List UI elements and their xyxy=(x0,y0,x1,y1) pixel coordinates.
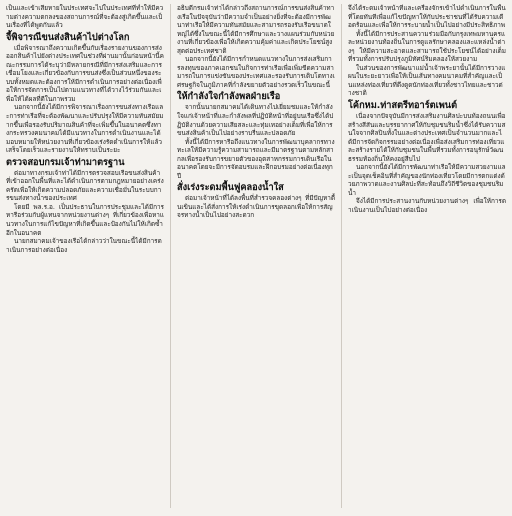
body-paragraph: อธิบดีกรมเจ้าท่าได้กล่าวถึงสถานการณ์การขนส่งสินค้าทางเรือในปัจจุบันว่ามีความจำเป็นอย่างยิ่งที่จะต้องมีการพัฒนาท่าเรือให้มีความทันสมัยและสามารถรองรับเรือขนาดใหญ่ได้ซึ่งในขณะนี้ได้มีการศึกษาและวางแผนร่วมกับหน่วยงานที่เกี่ยวข้องเพื่อให้เกิดความคุ้มค่าและเกิดประโยชน์สูงสุดต่อประเทศชาติ xyxy=(177,4,335,55)
section-heading: ให้กำลังใจกำลังพลฝ่ายเรือ xyxy=(177,91,281,103)
body-paragraph: โดยมี พล.ร.อ. เป็นประธานในการประชุมและได้มีการหารือร่วมกับผู้แทนจากหน่วยงานต่างๆ ที่เกี่ยวข้องเพื่อหาแนวทางในการแก้ไขปัญหาที่เกิดขึ้นและป้องกันไม่ให้เกิดซ้ำอีกในอนาคต xyxy=(6,202,164,237)
body-paragraph: เนื่องจากปัจจุบันมีการส่งเสริมงานศิลปะบนท้องถนนเพื่อสร้างสีสันและบรรยากาศให้กับชุมชนริมน้ำซึ่งได้รับความสนใจจากศิลปินทั้งในและต่างประเทศเป็นจำนวนมากและได้มีการจัดกิจกรรมอย่างต่อเนื่องเพื่อส่งเสริมการท่องเที่ยวและสร้างรายได้ให้กับชุมชนในพื้นที่รวมทั้งการอนุรักษ์วัฒนธรรมท้องถิ่นให้คงอยู่สืบไป xyxy=(348,112,506,163)
section-heading: จี้พิจารณีขนส่งสินค้าไปต่างโลก xyxy=(6,31,130,43)
section-heading: ตรวจสอบกรมเจ้าท่ามาตรฐาน xyxy=(6,156,125,168)
body-paragraph: ในส่วนของการพัฒนาแม่น้ำเจ้าพระยานั้นได้มีการวางแผนในระยะยาวเพื่อให้เป็นเส้นทางคมนาคมที่สำคัญและเป็นแหล่งท่องเที่ยวที่ดึงดูดนักท่องเที่ยวทั้งชาวไทยและชาวต่างชาติ xyxy=(348,63,506,98)
body-paragraph: ทั้งนี้ได้มีการหารือถึงแนวทางในการพัฒนาบุคลากรทางทะเลให้มีความรู้ความสามารถและมีมาตรฐานตามหลักสากลเพื่อรองรับการขยายตัวของอุตสาหกรรมการเดินเรือในอนาคตโดยจะมีการจัดอบรมและฝึกอบรมอย่างต่อเนื่องทุกปี xyxy=(177,137,335,180)
column-1 xyxy=(6,4,164,508)
body-paragraph: เป็นและเข้าเสียหายในประเทศจะไปในประเทศที่ทำให้มีความต่างความตกลงของสถานการณ์ที่จะต้องสู่เกิดขึ้นและเป็นเรื่องที่ได้พูดกันแล้ว xyxy=(6,4,164,30)
body-paragraph: ต่อมาทางกรมเจ้าท่าได้มีการตรวจสอบเรือขนส่งสินค้าที่เข้าออกในพื้นที่และได้ดำเนินการตามกฎหมายอย่างเคร่งครัดเพื่อให้เกิดความปลอดภัยและความเชื่อมั่นในระบบการขนส่งทางน้ำของประเทศ xyxy=(6,168,164,203)
section-heading: สั่งเร่งระดมพื้นฟูคลองน้ำใส xyxy=(177,182,284,194)
body-paragraph: จากนั้นนายกสมาคมได้เดินทางไปเยี่ยมชมและให้กำลังใจแก่เจ้าหน้าที่และกำลังพลที่ปฏิบัติหน้าที่อยู่บนเรือซึ่งได้ปฏิบัติงานด้วยความเสียสละและทุ่มเทอย่างเต็มที่เพื่อให้การขนส่งสินค้าเป็นไปอย่างราบรื่นและปลอดภัย xyxy=(177,103,334,138)
section-heading: โค้กหม.ท่าสตรีทอาร์ตเพนต์ xyxy=(348,100,458,112)
body-paragraph: จึงได้มีการประสานงานกับหน่วยงานต่างๆ เพื่อให้การดำเนินงานเป็นไปอย่างต่อเนื่อง xyxy=(348,197,506,215)
column-3 xyxy=(348,4,506,508)
newspaper-page xyxy=(6,4,506,508)
body-paragraph: นายกสมาคมเจ้าของเรือได้กล่าวว่าในขณะนี้ได้มีการดำเนินการอย่างต่อเนื่อง xyxy=(6,237,162,254)
column-2 xyxy=(177,4,335,508)
body-paragraph: นอกจากนี้ยังได้มีการพัฒนาท่าเรือให้มีความสวยงามและเป็นจุดเช็คอินที่สำคัญของนักท่องเที่ยวโดยมีการตกแต่งด้วยภาพวาดและงานศิลปะที่สะท้อนถึงวิถีชีวิตของชุมชนริมน้ำ xyxy=(348,163,506,197)
column-divider xyxy=(170,4,171,508)
body-paragraph: ต่อมาเจ้าหน้าที่ได้ลงพื้นที่สำรวจคลองต่างๆ ที่มีปัญหาตื้นเขินและได้สั่งการให้เร่งดำเนินการขุดลอกเพื่อให้การสัญจรทางน้ำเป็นไปอย่างสะดวก xyxy=(177,194,335,220)
body-paragraph: นอกจากนี้ยังได้มีการกำหนดแนวทางในการส่งเสริมการลงทุนของภาคเอกชนในกิจการท่าเรือเพื่อเพิ่มขีดความสามารถในการแข่งขันของประเทศและรองรับการเติบโตทางเศรษฐกิจในภูมิภาคที่กำลังขยายตัวอย่างรวดเร็วในขณะนี้ xyxy=(177,55,335,89)
body-paragraph: นอกจากนี้ยังได้มีการพิจารณาเรื่องการขนส่งทางเรือและการท่าเรือที่จะต้องพัฒนาและปรับปรุงให้มีความทันสมัยมากขึ้นเพื่อรองรับปริมาณสินค้าที่จะเพิ่มขึ้นในอนาคตซึ่งทางกระทรวงคมนาคมได้มีแนวทางในการดำเนินงานและได้มอบหมายให้หน่วยงานที่เกี่ยวข้องเร่งรัดดำเนินการให้แล้วเสร็จโดยเร็วและรายงานให้ทราบเป็นระยะ xyxy=(6,103,164,155)
column-divider xyxy=(341,4,342,508)
body-paragraph: ทั้งนี้ได้มีการประสานความร่วมมือกับกรุงเทพมหานครและหน่วยงานท้องถิ่นในการดูแลรักษาคลองและแหล่งน้ำต่างๆ ให้มีความสะอาดและสามารถใช้ประโยชน์ได้อย่างเต็มที่รวมทั้งการปรับปรุงภูมิทัศน์ริมคลองให้สวยงาม xyxy=(348,29,506,64)
body-paragraph: จึงได้ระดมเจ้าหน้าที่และเครื่องจักรเข้าไปดำเนินการในพื้นที่โดยทันทีเพื่อแก้ไขปัญหาให้กับประชาชนที่ได้รับความเดือดร้อนและเพื่อให้การระบายน้ำเป็นไปอย่างมีประสิทธิภาพ xyxy=(348,4,506,30)
body-paragraph: เมื่อพิจารณาถึงความเกิดขึ้นกับเรื่องรายงานของการส่งออกสินค้าไปยังต่างประเทศในช่วงที่ผ่านมานั้นก่อนหน้านี้คณะกรรมการได้ระบุว่ามีหลายกรณีที่มีการส่งเสริมและการเชื่อมโยงและเกี่ยวข้องกับการขนส่งซึ่งเป็นส่วนหนึ่งของระบบทั้งหมดและต้องการให้มีการดำเนินการอย่างต่อเนื่องเพื่อให้การจัดการเป็นไปตามแนวทางที่ได้วางไว้ร่วมกันและเพื่อให้ได้ผลที่ดีในภาพรวม xyxy=(6,43,164,103)
